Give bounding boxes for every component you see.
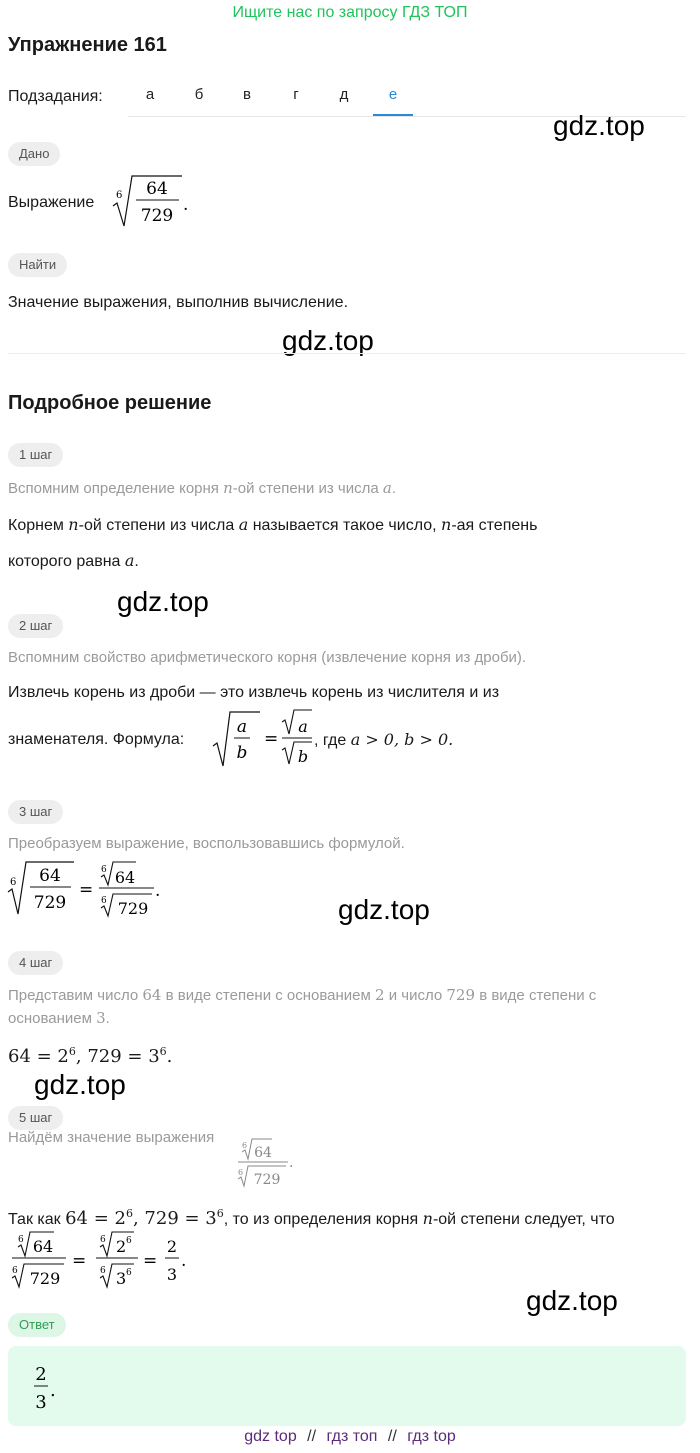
numerator: 64 xyxy=(146,179,168,199)
solution-title: Подробное решение xyxy=(8,392,212,414)
watermark: gdz.top xyxy=(34,1069,126,1100)
step1-hint: Вспомним определение корня n-ой степени из числа a. xyxy=(8,479,397,497)
svg-text:.: . xyxy=(50,1380,56,1401)
given-pill: Дано xyxy=(8,142,60,166)
watermark: gdz.top xyxy=(117,586,209,617)
step4-powers: $64 = 2^6$, $729 = 3^6$. xyxy=(8,1045,173,1067)
answer-fraction xyxy=(32,1360,72,1416)
svg-text:=: = xyxy=(72,1251,87,1271)
svg-text:=: = xyxy=(264,729,279,749)
step1-line2: которого равна a. xyxy=(8,551,139,570)
step5-line1: Так как $64 = 2^6$, $729 = 3^6$, то из определения корня n-ой степени следует, что xyxy=(8,1207,615,1229)
step2-pill: 2 шаг xyxy=(8,614,63,638)
svg-text:729: 729 xyxy=(117,899,149,918)
svg-text:6: 6 xyxy=(242,1141,248,1150)
svg-text:6: 6 xyxy=(10,877,17,888)
svg-text:.: . xyxy=(155,881,161,901)
svg-text:64: 64 xyxy=(254,1145,272,1161)
svg-text:6: 6 xyxy=(126,1268,132,1278)
divider xyxy=(8,353,686,354)
footer-link[interactable]: gdz top xyxy=(244,1428,297,1445)
svg-text:6: 6 xyxy=(12,1266,18,1276)
svg-text:6: 6 xyxy=(126,1236,132,1246)
tab-d[interactable]: д xyxy=(339,86,349,103)
tab-g[interactable]: г xyxy=(293,86,299,103)
step4-hint2: основанием 3. xyxy=(8,1009,110,1027)
step3-pill: 3 шаг xyxy=(8,800,63,824)
step2-line1: Извлечь корень из дроби — это извлечь корень из числителя и из xyxy=(8,684,500,701)
step2-line2: знаменателя. Формула: xyxy=(8,731,185,748)
find-pill: Найти xyxy=(8,253,67,277)
period: . xyxy=(183,195,189,215)
svg-text:6: 6 xyxy=(100,1266,106,1276)
svg-text:a: a xyxy=(236,717,248,737)
tab-e[interactable]: е xyxy=(373,86,413,116)
denominator: 729 xyxy=(140,206,174,226)
svg-text:3: 3 xyxy=(166,1265,178,1284)
tab-b[interactable]: б xyxy=(194,86,204,103)
footer-link[interactable]: гдз топ xyxy=(326,1428,378,1445)
svg-text:729: 729 xyxy=(29,1269,61,1288)
svg-text:a: a xyxy=(298,717,308,736)
svg-text:b: b xyxy=(297,747,309,766)
step4-pill: 4 шаг xyxy=(8,951,63,975)
footer-links: gdz top // гдз топ // гдз top xyxy=(244,1428,456,1445)
svg-text:b: b xyxy=(236,743,248,763)
svg-text:=: = xyxy=(143,1251,158,1271)
step5-hint-expression xyxy=(234,1136,296,1188)
svg-text:3: 3 xyxy=(35,1392,47,1413)
step1-line1: Корнем n-ой степени из числа a называется такое число, n-ая степень xyxy=(8,515,538,534)
svg-text:64: 64 xyxy=(114,868,136,887)
given-text: Выражение xyxy=(8,194,95,211)
svg-text:2: 2 xyxy=(166,1237,178,1256)
svg-text:2: 2 xyxy=(116,1237,127,1256)
step5-pill: 5 шаг xyxy=(8,1106,63,1130)
svg-text:2: 2 xyxy=(35,1364,47,1385)
find-text: Значение выражения, выполнив вычисление. xyxy=(8,294,349,311)
svg-text:729: 729 xyxy=(253,1172,281,1188)
watermark: gdz.top xyxy=(553,110,645,141)
watermark: gdz.top xyxy=(282,325,374,356)
step3-expression xyxy=(6,858,166,920)
step1-pill: 1 шаг xyxy=(8,443,63,467)
svg-text:6: 6 xyxy=(101,896,107,906)
tab-a[interactable]: а xyxy=(145,86,155,103)
formula-root-fraction xyxy=(210,706,318,770)
promo-banner[interactable]: Ищите нас по запросу ГДЗ ТОП xyxy=(232,4,468,21)
svg-text:6: 6 xyxy=(238,1168,244,1177)
svg-text:64: 64 xyxy=(39,866,61,886)
svg-text:3: 3 xyxy=(116,1269,127,1288)
svg-text:6: 6 xyxy=(101,865,107,875)
given-expression xyxy=(110,170,190,230)
answer-pill: Ответ xyxy=(8,1313,66,1337)
step3-hint: Преобразуем выражение, воспользовавшись формулой. xyxy=(8,835,405,852)
answer-box xyxy=(8,1346,686,1426)
tab-v[interactable]: в xyxy=(243,86,251,103)
step2-hint: Вспомним свойство арифметического корня (извлечение корня из дроби). xyxy=(8,649,527,666)
svg-text:=: = xyxy=(79,880,94,900)
svg-text:.: . xyxy=(289,1155,294,1171)
footer-link[interactable]: гдз top xyxy=(407,1428,456,1445)
svg-text:729: 729 xyxy=(33,893,67,913)
svg-text:6: 6 xyxy=(100,1235,106,1245)
step5-result xyxy=(8,1228,198,1290)
watermark: gdz.top xyxy=(526,1285,618,1316)
page-title: Упражнение 161 xyxy=(8,34,167,56)
step2-condition: , где a > 0, b > 0. xyxy=(314,730,454,749)
watermark: gdz.top xyxy=(338,894,430,925)
subtasks-label: Подзадания: xyxy=(8,88,103,105)
svg-text:6: 6 xyxy=(18,1235,24,1245)
svg-text:64: 64 xyxy=(32,1237,54,1256)
step4-hint1: Представим число 64 в виде степени с основанием 2 и число 729 в виде степени с xyxy=(8,986,597,1004)
step5-hint: Найдём значение выражения xyxy=(8,1129,215,1146)
svg-text:.: . xyxy=(181,1251,187,1271)
root-index: 6 xyxy=(116,190,123,201)
